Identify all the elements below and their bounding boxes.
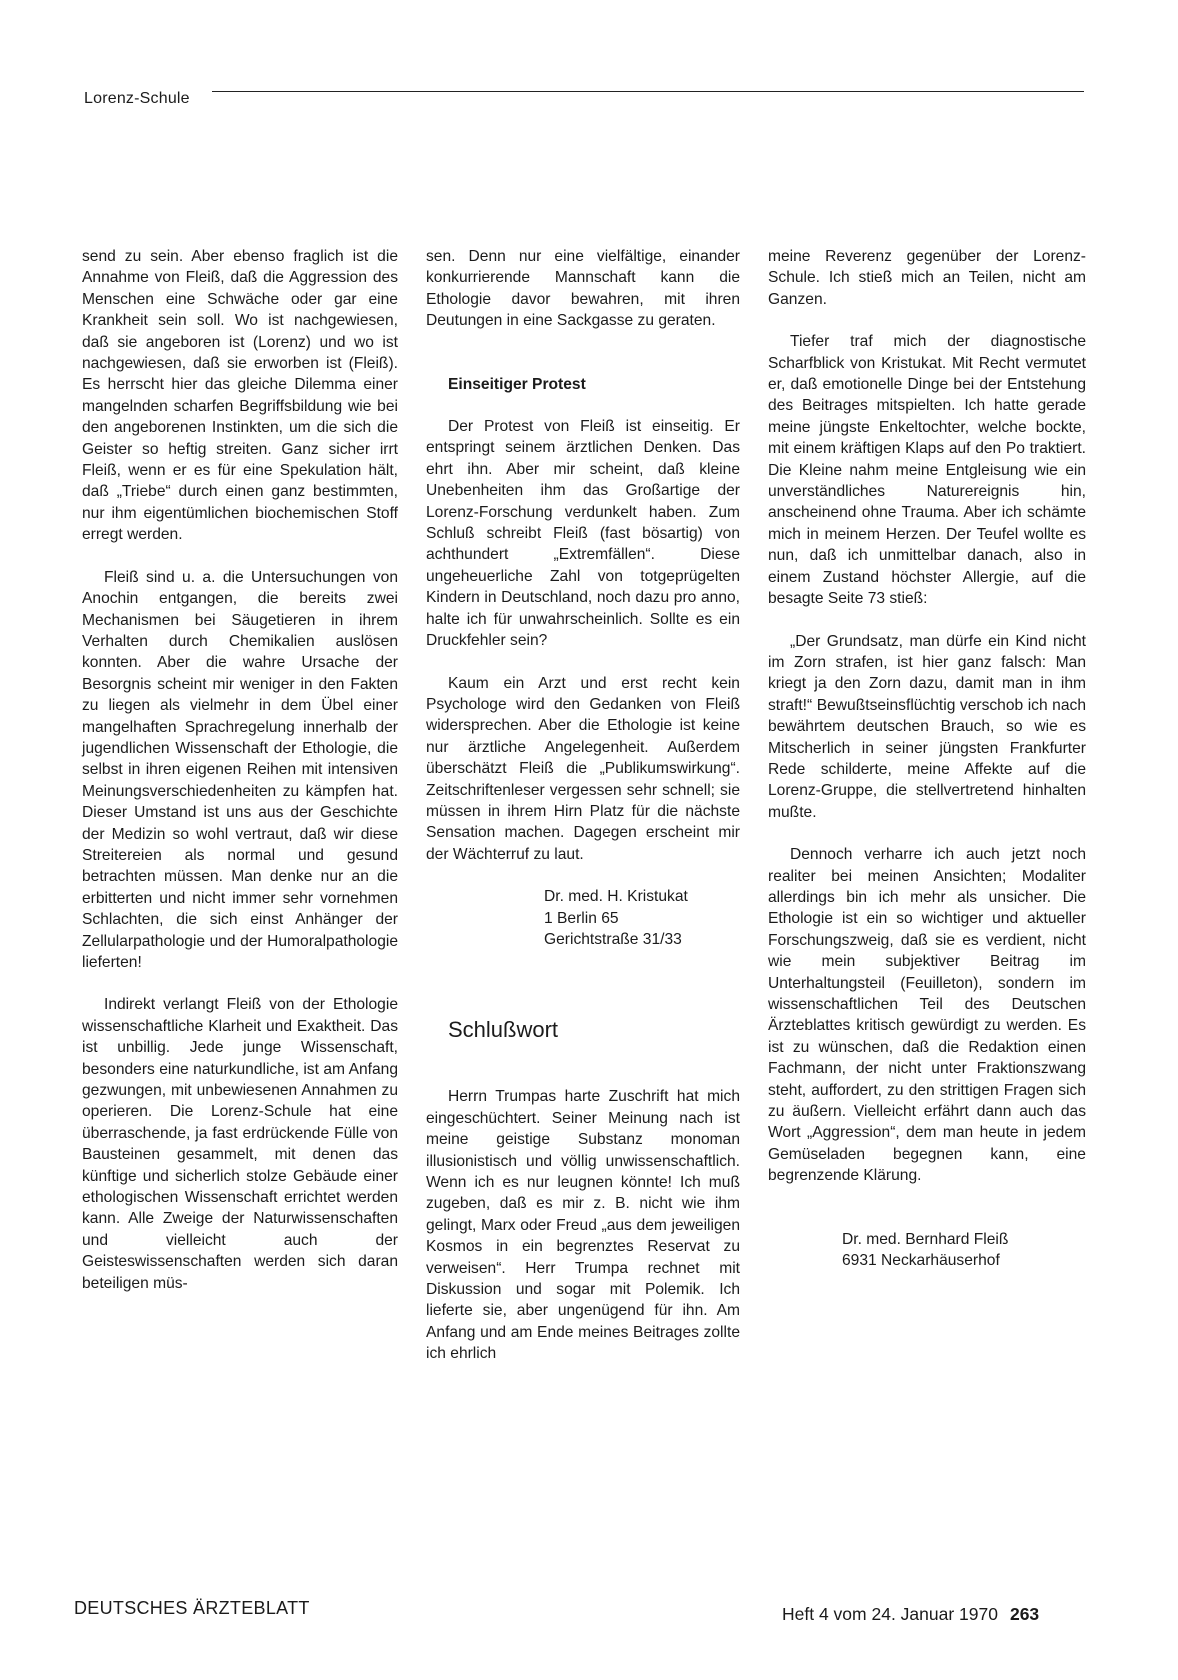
signature-name: Dr. med. Bernhard Fleiß (842, 1230, 1009, 1248)
signature-fleiss (768, 1229, 1086, 1272)
subheading: Einseitiger Protest (448, 375, 586, 393)
column-middle (426, 246, 740, 1365)
paragraph: Der Protest von Fleiß ist einseitig. Er entspringt seinem ärztlichen Denken. Das ehrt ihn. Aber mir scheint, daß kleine Unebenheiten ihm das Großartige der Lorenz-Forschung verdunkelt haben. Zum Schluß schreibt Fleiß (fast bösartig) von achthundert „Extremfällen“. Diese ungeheuerliche Zahl von totgeprügelten Kindern in Deutschland, noch dazu pro anno, halte ich für unwahrscheinlich. Sollte es ein Druckfehler sein? (426, 418, 740, 650)
column-left (82, 246, 398, 1294)
column-right (768, 246, 1086, 1271)
paragraph: Fleiß sind u. a. die Untersuchungen von Anochin entgangen, die bereits zwei Mechanismen bei Säugetieren in ihrem Verhalten durch Chemikalien auslösen konnten. Aber die wahre Ursache der Besorgnis scheint mir weniger in den Fakten zu liegen als vielmehr in dem Übel einer mangelhaften Sprachregelung innerhalb der jugendlichen Wissenschaft der Ethologie, die selbst in ihren eigenen Reihen mit intensiven Meinungsverschiedenheiten zu kämpfen hat. Dieser Umstand ist uns aus der Geschichte der Medizin so wohl vertraut, daß wir diese Streitereien als normal und gesund betrachten müssen. Man denke nur an die erbitterten und nicht immer sehr vornehmen Schlachten, die sich einst Anhänger der Zellularpathologie und der Humoralpathologie lieferten! (82, 568, 398, 971)
signature-name: Dr. med. H. Kristukat (544, 888, 688, 906)
paragraph: meine Reverenz gegenüber der Lorenz-Schule. Ich stieß mich an Teilen, nicht am Ganzen. (768, 248, 1086, 308)
paragraph: Dennoch verharre ich auch jetzt noch realiter bei meinen Ansichten; Modaliter allerdings bin ich mehr als unsicher. Die Ethologie ist ein so wichtiger und aktueller Forschungszweig, daß sie es verdient, nicht wie mein subjektiver Beitrag im Unterhaltungsteil (Feuilleton), sondern im wissenschaftlichen Teil des Deutschen Ärzteblattes kritisch gewürdigt zu werden. Es ist zu wünschen, daß die Redaktion einen Fachmann, der nicht unter Fraktionszwang steht, auffordert, zu den strittigen Fragen sich zu äußern. Vielleicht erfährt dann auch das Wort „Aggression“, dem man heute in jedem Gemüseladen begegnen kann, eine begrenzende Klärung. (768, 846, 1086, 1185)
issue-info (782, 1604, 1039, 1625)
paragraph: Herrn Trumpas harte Zuschrift hat mich eingeschüchtert. Seiner Meinung nach ist meine geistige Substanz monoman illusionistisch und völlig unwissenschaftlich. Wenn ich es nur leugnen könnte! Ich muß zugeben, daß es mir z. B. nicht wie ihm gelingt, Marx oder Freud „aus dem jeweiligen Kosmos in ein begrenztes Reservat zu verweisen“. Herr Trumpa rechnet mit Diskussion und sogar mit Polemik. Ich lieferte sie, aber ungenügend für ihn. Am Anfang und am Ende meines Beitrages zollte ich ehrlich (426, 1088, 740, 1363)
paragraph: sen. Denn nur eine vielfältige, einander konkurrierende Mannschaft kann die Ethologie davor bewahren, mit ihren Deutungen in eine Sackgasse zu geraten. (426, 248, 740, 330)
paragraph: Tiefer traf mich der diagnostische Scharfblick von Kristukat. Mit Recht vermutet er, daß emotionelle Dinge bei der Entstehung des Beitrages mitspielten. Ich hatte gerade meine jüngste Enkeltochter, welche bockte, mit einem kräftigen Klaps auf den Po traktiert. Die Kleine nahm meine Entgleisung wie ein unverständliches Naturereignis hin, anscheinend ohne Trauma. Aber ich schämte mich in meinem Herzen. Der Teufel wollte es nun, daß ich unmittelbar danach, also in einem Zustand höchster Allergie, auf die besagte Seite 73 stieß: (768, 333, 1086, 608)
running-header: Lorenz-Schule (84, 90, 190, 107)
signature-city: 6931 Neckarhäuserhof (842, 1252, 1000, 1270)
signature-kristukat (426, 886, 740, 950)
page-number: 263 (1009, 1604, 1040, 1624)
issue-date: Heft 4 vom 24. Januar 1970 (782, 1604, 998, 1624)
header-rule (212, 91, 1084, 92)
signature-city: 1 Berlin 65 (544, 909, 619, 927)
signature-street: Gerichtstraße 31/33 (544, 930, 682, 948)
section-title: Schlußwort (448, 1017, 559, 1043)
paragraph: send zu sein. Aber ebenso fraglich ist die Annahme von Fleiß, daß die Aggression des Menschen eine Schwäche oder gar eine Krankheit sein soll. Wo ist nachgewiesen, daß sie angeboren ist (Lorenz) und wo ist nachgewiesen, daß sie erworben ist (Fleiß). Es herrscht hier das gleiche Dilemma einer mangelnden scharfen Begriffsbildung wie bei den angeborenen Instinkten, um die sich die Geister so heftig streiten. Ganz sicher irrt Fleiß, wenn er es für eine Spekulation hält, daß „Triebe“ durch einen ganz bestimmten, nur ihm eigentümlichen biochemischen Stoff erregt werden. (82, 248, 398, 544)
paragraph: „Der Grundsatz, man dürfe ein Kind nicht im Zorn strafen, ist hier ganz falsch: Man kriegt ja den Zorn dazu, damit man in ihm straft!“ Bewußtseinsflüchtig verschob ich nach bewährtem deutschen Brauch, so wie es Mitscherlich in seiner jüngsten Frankfurter Rede schilderte, meine Affekte auf die Lorenz-Gruppe, die stellvertretend hinhalten mußte. (768, 632, 1086, 821)
journal-name: DEUTSCHES ÄRZTEBLATT (74, 1598, 310, 1618)
paragraph: Kaum ein Arzt und erst recht kein Psychologe wird den Gedanken von Fleiß widersprechen. Aber die Ethologie ist keine nur ärztliche Angelegenheit. Außerdem überschätzt Fleiß die „Publikumswirkung“. Zeitschriftenleser vergessen sehr schnell; sie müssen in ihrem Hirn Platz für die nächste Sensation machen. Dagegen erscheint mir der Wächterruf zu laut. (426, 674, 740, 863)
paragraph: Indirekt verlangt Fleiß von der Ethologie wissenschaftliche Klarheit und Exaktheit. Das ist unbillig. Jede junge Wissenschaft, besonders eine naturkundliche, ist am Anfang gezwungen, mit unbewiesenen Annahmen zu operieren. Die Lorenz-Schule hat eine überraschende, ja fast erdrückende Fülle von Bausteinen gesammelt, mit denen das künftige und sicherlich stolze Gebäude einer ethologischen Wissenschaft errichtet werden kann. Alle Zweige der Naturwissenschaften und vielleicht auch der Geisteswissenschaften werden sich daran beteiligen müs- (82, 996, 398, 1292)
